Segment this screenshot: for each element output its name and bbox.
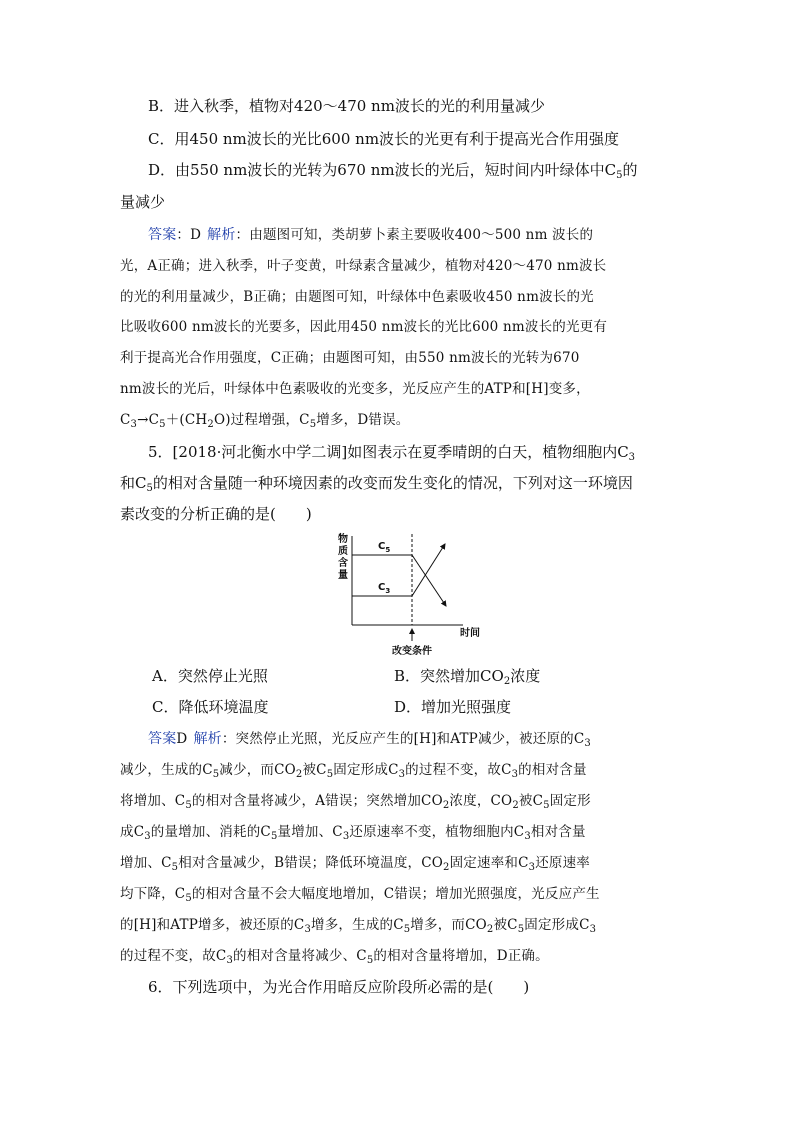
x-axis-label: 时间 — [460, 628, 480, 639]
q5-stem-line-1: 5．[2018·河北衡水中学二调]如图表示在夏季晴朗的白天，植物细胞内$C_3$ — [148, 443, 636, 463]
c3-c5-content-chart — [328, 530, 498, 660]
q5-analysis-line-7: 的[H]和ATP增多，被还原的$C_3$增多，生成的$C_5$增多，而$CO_2$被$C_5$固定形成$C_3$ — [120, 917, 597, 935]
q5-option-c: C．降低环境温度 — [152, 698, 269, 716]
q5-analysis-line-6: 均下降，$C_5$的相对含量不会大幅度地增加，C错误；增加光照强度，光反应产生 — [120, 886, 600, 904]
q5-analysis-line-8: 的过程不变，故$C_3$的相对含量将减少、$C_5$的相对含量将增加，D正确。 — [120, 948, 549, 966]
q5-option-a: A．突然停止光照 — [152, 667, 268, 685]
q4-option-d-continued: 量减少 — [120, 193, 166, 211]
series-c5-after — [412, 555, 446, 606]
q4-option-d: D．由550 nm波长的光转为670 nm波长的光后，短时间内叶绿体中$C_5$的 — [148, 161, 638, 181]
q5-analysis-line-2: 减少，生成的$C_5$减少，而$CO_2$被$C_5$固定形成$C_3$的过程不变，故$C_3$的相对含量 — [120, 762, 587, 780]
q6-stem: 6．下列选项中，为光合作用暗反应阶段所必需的是( ) — [148, 978, 530, 996]
q5-option-b: B．突然增加$CO_2$浓度 — [394, 667, 541, 687]
q5-option-d: D．增加光照强度 — [394, 698, 512, 716]
change-condition-label: 改变条件 — [392, 646, 432, 657]
q5-options-row-2 — [152, 697, 712, 717]
q4-answer-line-1: 答案：D 解析：由题图可知，类胡萝卜素主要吸收400～500 nm 波长的 — [148, 227, 594, 243]
y-axis-label: 物 质 含 量 — [338, 534, 348, 581]
series-c5-label: $C_5$ — [378, 541, 391, 554]
analysis-label: 解析 — [193, 731, 222, 747]
answer-label: 答案 — [148, 227, 177, 243]
q5-options-row-1 — [152, 666, 712, 686]
q4-analysis-line-3: 的光的利用量减少，B正确；由题图可知，叶绿体中色素吸收450 nm波长的光 — [120, 289, 594, 305]
q4-analysis-line-5: 利于提高光合作用强度，C正确；由题图可知，由550 nm波长的光转为670 — [120, 350, 580, 366]
q5-analysis-line-3: 将增加、$C_5$的相对含量将减少，A错误；突然增加$CO_2$浓度，$CO_2$被$C_5$固定形 — [120, 793, 591, 811]
q5-stem-line-2: 和$C_5$的相对含量随一种环境因素的改变而发生变化的情况，下列对这一环境因 — [120, 474, 633, 494]
q4-option-b: B．进入秋季，植物对420～470 nm波长的光的利用量减少 — [148, 97, 545, 115]
q4-analysis-line-2: 光，A正确；进入秋季，叶子变黄，叶绿素含量减少，植物对420～470 nm波长 — [120, 258, 607, 274]
q4-analysis-line-6: nm波长的光后，叶绿体中色素吸收的光变多，光反应产生的ATP和[H]变多， — [120, 381, 590, 397]
q5-answer-line-1: 答案D 解析：突然停止光照，光反应产生的[H]和ATP减少，被还原的$C_3$ — [148, 731, 591, 749]
q5-stem-line-3: 素改变的分析正确的是( ) — [120, 505, 312, 523]
q5-analysis-line-5: 增加、$C_5$相对含量减少，B错误；降低环境温度，$CO_2$固定速率和$C_3$还原速率 — [120, 855, 590, 873]
q4-analysis-line-7: $C_3\to C_5+(CH_2O)$过程增强，$C_5$增多，D错误。 — [120, 412, 410, 430]
answer-label: 答案 — [148, 731, 177, 747]
series-c3-label: $C_3$ — [378, 582, 391, 595]
analysis-label: 解析 — [207, 227, 236, 243]
q4-analysis-line-4: 比吸收600 nm波长的光要多，因此用450 nm波长的光比600 nm波长的光更有 — [120, 319, 608, 335]
q4-option-c: C．用450 nm波长的光比600 nm波长的光更有利于提高光合作用强度 — [148, 130, 620, 148]
q5-analysis-line-4: 成$C_3$的量增加、消耗的$C_5$量增加、$C_3$还原速率不变，植物细胞内$C_3$相对含量 — [120, 824, 586, 842]
series-c3-after — [412, 544, 445, 596]
